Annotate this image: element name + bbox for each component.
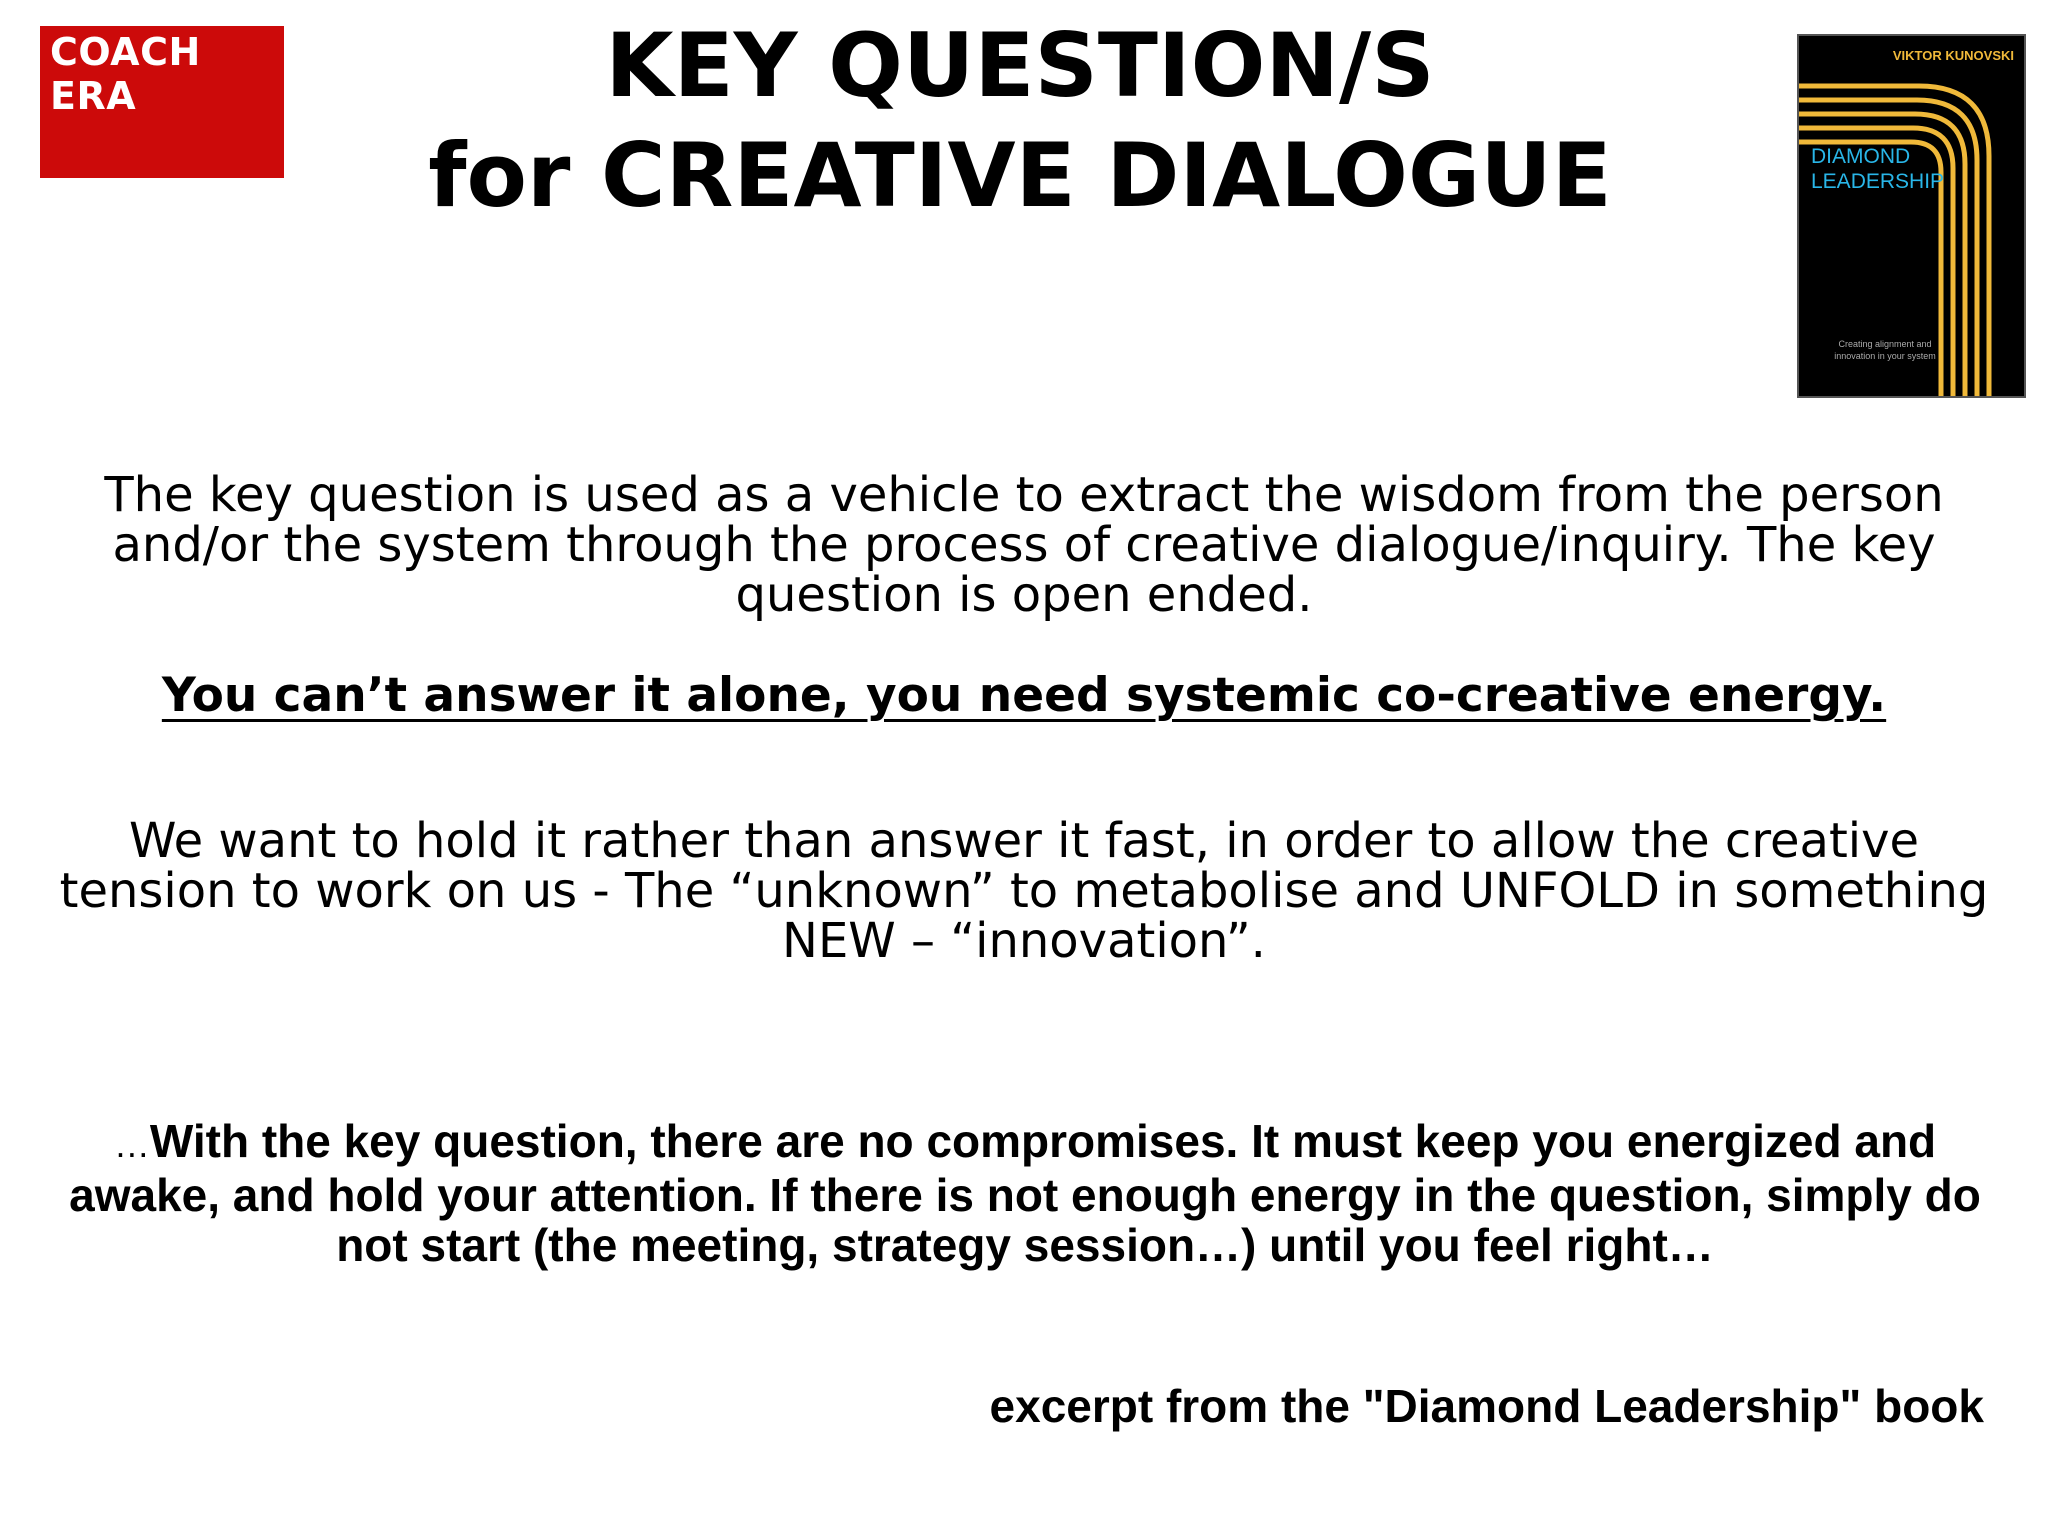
- book-tagline-line2: innovation in your system: [1834, 351, 1936, 361]
- logo-text-line2: ERA: [50, 74, 137, 118]
- intro-paragraph: The key question is used as a vehicle to extract the wisdom from the person and/or the system through the process of creative dialogue/inquiry. The key question is open ended.: [104, 467, 1944, 623]
- book-author: VIKTOR KUNOVSKI: [1892, 48, 2014, 63]
- quote-text: With the key question, there are no compromises. It must keep you energized and awake, and hold your attention. If there is not enough energy in the question, simply do not start (the meeting, strategy session…) until you feel right…: [69, 1115, 1981, 1271]
- book-quote: [50, 1116, 2000, 1270]
- book-cover-image: [1797, 34, 2026, 398]
- page-title-line1: KEY QUESTION/S: [605, 14, 1435, 117]
- emphasis-statement: You can’t answer it alone, you need systemic co-creative energy.: [161, 668, 1887, 723]
- page-title-line2: for CREATIVE DIALOGUE: [428, 124, 1612, 227]
- book-title-line1: DIAMOND: [1811, 145, 1911, 168]
- quote-source: excerpt from the "Diamond Leadership" book: [989, 1380, 1984, 1432]
- book-title: [1811, 144, 1944, 194]
- coach-era-logo: [40, 26, 284, 178]
- hold-question-paragraph: We want to hold it rather than answer it fast, in order to allow the creative tension to work on us - The “unknown” to metabolise and UNFOLD in something NEW – “innovation”.: [59, 813, 1989, 969]
- book-title-line2: LEADERSHIP: [1811, 170, 1945, 193]
- quote-ellipsis: …: [113, 1124, 150, 1165]
- logo-text-line1: COACH: [50, 30, 201, 74]
- book-tagline-line1: Creating alignment and: [1838, 339, 1932, 349]
- book-tagline: [1825, 338, 1945, 362]
